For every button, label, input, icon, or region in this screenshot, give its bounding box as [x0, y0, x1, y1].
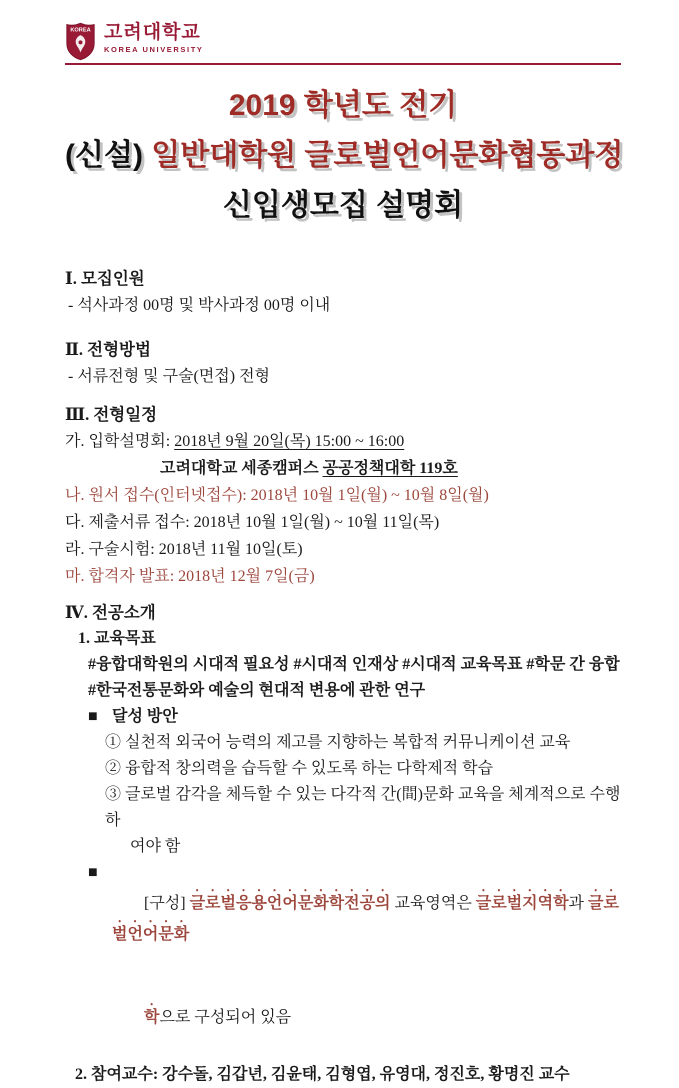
header-divider: [65, 63, 621, 65]
composition-bullet: [88, 860, 621, 1057]
ku-shield-text: KOREA: [70, 27, 91, 34]
composition-tail: 으로 구성되어 있음: [159, 1009, 292, 1026]
section-recruit-count: [65, 265, 621, 319]
section-major-intro: [65, 600, 621, 1088]
composition-mid-2: 과: [568, 895, 589, 912]
schedule-item-da: 다. 제출서류 접수: 2018년 10월 1일(월) ~ 10월 11일(목): [65, 514, 440, 531]
plan-point-3-line-1: ③ 글로벌 감각을 체득할 수 있는 다각적 간(間)문화 교육을 체계적으로 수행하: [105, 786, 621, 829]
schedule-item-ga-label: 가. 입학설명회:: [65, 433, 175, 450]
section-admission-method: [65, 336, 621, 390]
section-3-heading: Ⅲ. 전형일정: [65, 405, 158, 424]
plan-point-1: ① 실천적 외국어 능력의 제고를 지향하는 복합적 커뮤니케이션 교육: [105, 734, 571, 751]
section-1-heading: Ⅰ. 모집인원: [65, 269, 145, 288]
ku-header: [65, 22, 621, 65]
section-1-item: - 석사과정 00명 및 박사과정 00명 이내: [68, 297, 331, 314]
schedule-item-ma: 마. 합격자 발표: 2018년 12월 7일(금): [65, 568, 315, 585]
schedule-item-ra: 라. 구술시험: 2018년 11월 10일(토): [65, 541, 303, 558]
hashtags-line-2: #한국전통문화와 예술의 현대적 변용에 관한 연구: [88, 682, 426, 699]
composition-major-name: 글로벌응용언어문화학전공의: [189, 895, 391, 912]
professors-heading: 2. 참여교수: 강수돌, 김갑년, 김윤태, 김형엽, 유영대, 정진호, 황명진 교수: [75, 1066, 570, 1083]
composition-area-2: 글로벌언어문화: [112, 895, 619, 943]
title-line-1: 2019 학년도 전기: [228, 89, 458, 122]
schedule-item-location: [160, 455, 621, 482]
title-line-2-prefix: (신설): [65, 139, 152, 172]
ku-name-english: KOREA UNIVERSITY: [104, 45, 204, 54]
title-line-3: 신입생모집 설명회: [222, 189, 464, 222]
square-bullet-icon: ■: [88, 864, 98, 881]
education-goal-heading: 1. 교육목표: [78, 630, 156, 647]
schedule-item-na: 나. 원서 접수(인터넷접수): 2018년 10월 1일(월) ~ 10월 8일(월): [65, 487, 489, 504]
title-line-2-main: 일반대학원 글로벌언어문화협동과정: [151, 139, 624, 172]
composition-text: [112, 860, 621, 1057]
plan-point-3-line-2: 여야 함: [130, 838, 181, 855]
section-4-heading: Ⅳ. 전공소개: [65, 603, 156, 622]
achievement-plan-bullet: [88, 704, 621, 730]
ku-logo: [65, 22, 621, 62]
composition-label: [구성]: [144, 895, 190, 912]
section-2-heading: Ⅱ. 전형방법: [65, 340, 151, 359]
ku-logo-text: [104, 22, 204, 54]
hashtags-line-1: #융합대학원의 시대적 필요성 #시대적 인재상 #시대적 교육목표 #학문 간 융합: [88, 656, 620, 673]
schedule-location-prefix: 고려대학교 세종캠퍼스: [160, 460, 323, 477]
composition-area-2-cont: 학: [144, 1009, 160, 1026]
section-schedule: [65, 401, 621, 590]
composition-mid-1: 교육영역은: [390, 895, 476, 912]
schedule-location-room: 공공정책대학 119호: [322, 460, 458, 477]
document-title: [65, 81, 624, 231]
ku-name-korean: 고려대학교: [104, 22, 201, 43]
section-2-item: - 서류전형 및 구술(면접) 전형: [68, 368, 271, 385]
composition-area-1: 글로벌지역학: [475, 895, 569, 912]
plan-point-2: ② 융합적 창의력을 습득할 수 있도록 하는 다학제적 학습: [105, 760, 494, 777]
schedule-item-ga: [65, 428, 621, 455]
ku-shield-icon: [65, 22, 96, 61]
square-bullet-icon: ■: [88, 708, 98, 725]
achievement-plan-label: 달성 방안: [112, 708, 178, 725]
schedule-item-ga-date: 2018년 9월 20일(목) 15:00 ~ 16:00: [174, 433, 405, 450]
title-line-2: [65, 131, 624, 181]
